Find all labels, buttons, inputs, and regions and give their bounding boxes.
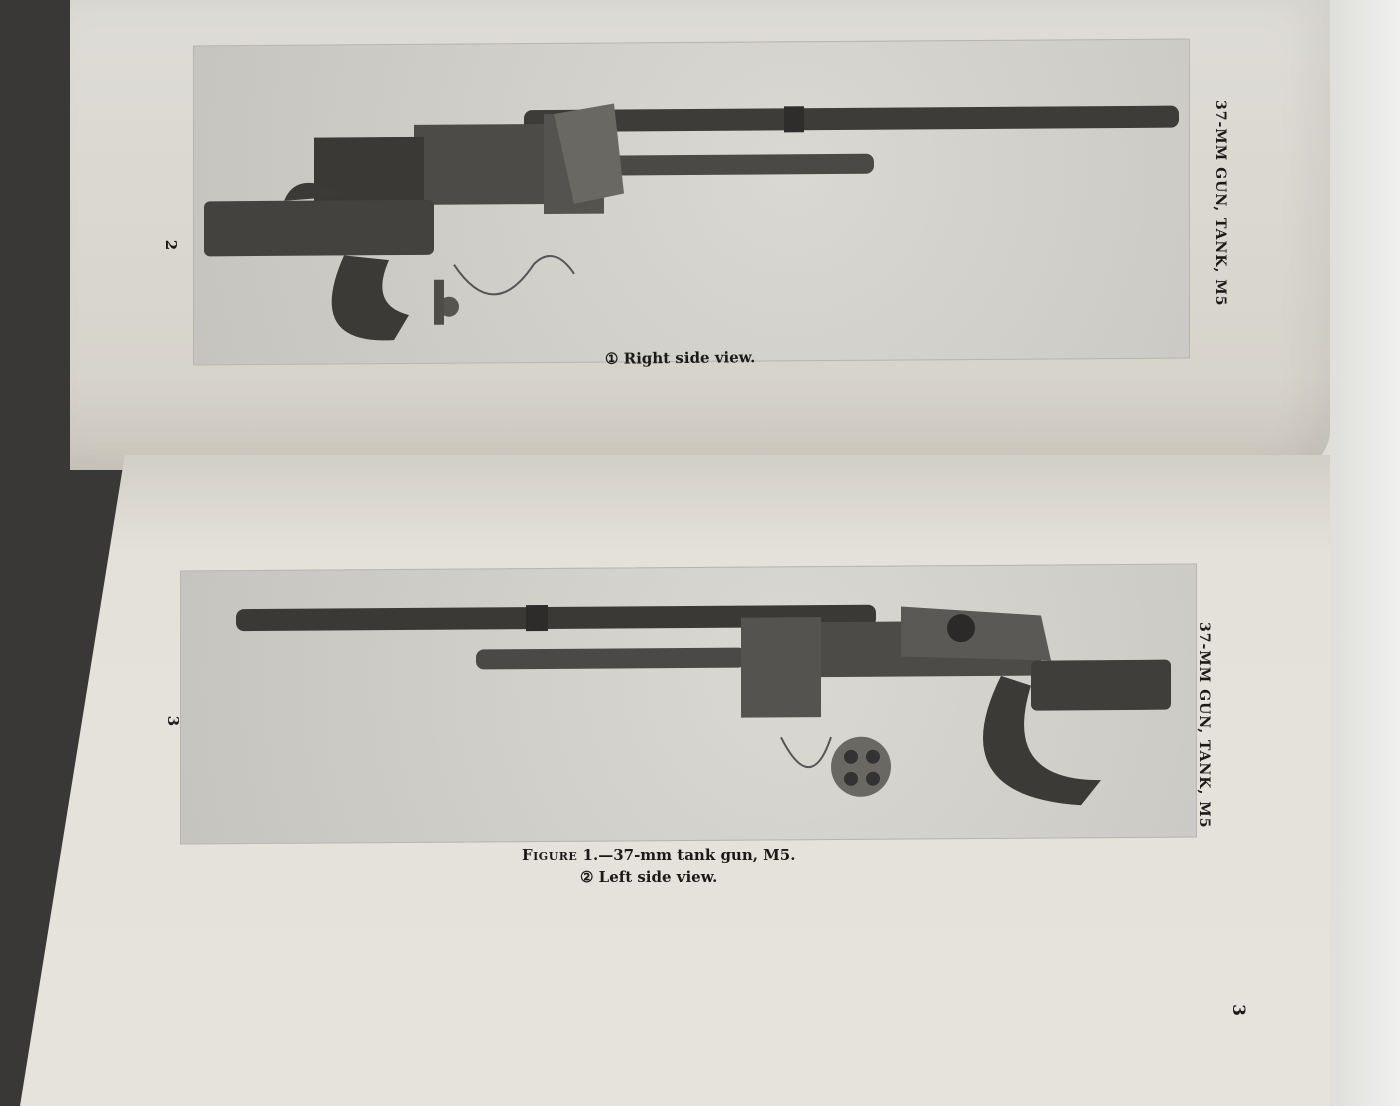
page-number-lower: 3	[164, 715, 183, 727]
gun-illustration-left	[181, 564, 1196, 843]
running-head-upper: 37-MM GUN, TANK, M5	[1212, 100, 1228, 307]
gun-illustration-right	[194, 40, 1189, 365]
figure-label: Figure	[522, 846, 578, 864]
photo-right-side-view	[193, 39, 1190, 366]
running-head-lower: 37-MM GUN, TANK, M5	[1196, 622, 1212, 829]
page-number-corner: 3	[1227, 1004, 1248, 1016]
page-number-upper: 2	[162, 239, 181, 251]
figure-caption-text: 1.—37-mm tank gun, M5.	[582, 846, 796, 864]
caption-right-side-view: ① Right side view.	[604, 348, 756, 368]
figure-caption	[522, 846, 795, 864]
photo-left-side-view	[180, 563, 1197, 844]
caption-left-side-view: ② Left side view.	[580, 868, 718, 886]
